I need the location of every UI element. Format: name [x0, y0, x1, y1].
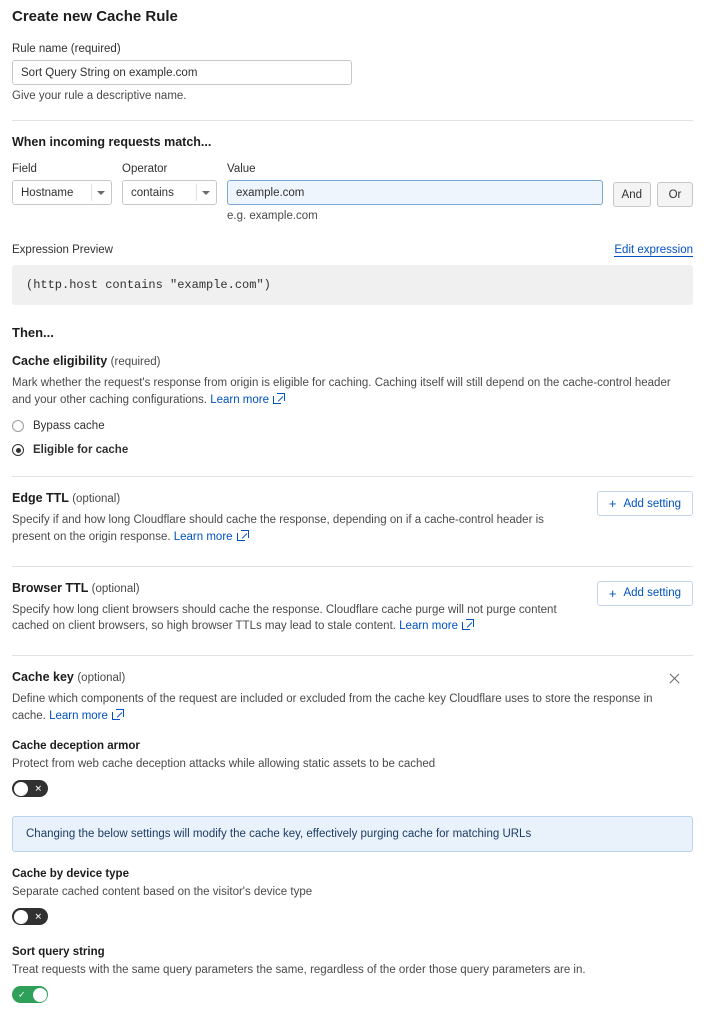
cache-eligibility-section [12, 354, 693, 456]
edge-ttl-add-setting-label: Add setting [623, 497, 681, 510]
sort-query-string-toggle[interactable] [12, 986, 48, 1003]
browser-ttl-title [12, 581, 579, 595]
edge-ttl-optional: (optional) [72, 493, 121, 506]
field-select-value: Hostname [21, 186, 74, 199]
page-title: Create new Cache Rule [12, 8, 178, 25]
match-heading: When incoming requests match... [12, 135, 212, 149]
toggle-knob [33, 988, 47, 1002]
radio-icon-selected [12, 444, 24, 456]
cache-by-device-type-label: Cache by device type [12, 868, 129, 881]
cache-eligibility-title [12, 354, 693, 368]
external-link-icon [462, 622, 470, 630]
cache-eligibility-title-text: Cache eligibility [12, 354, 108, 368]
rule-name-group [12, 43, 693, 102]
external-link-icon [273, 396, 281, 404]
edge-ttl-text [12, 491, 597, 545]
cache-deception-armor-description: Protect from web cache deception attacks while allowing static assets to be cached [12, 758, 436, 771]
match-buttons [613, 163, 693, 207]
close-icon[interactable] [668, 672, 681, 685]
toggle-mark: ✕ [34, 783, 42, 794]
toggle-knob [14, 910, 28, 924]
match-row [12, 163, 693, 222]
cache-eligibility-description-text: Mark whether the request's response from origin is eligible for caching. Caching itself will still depend on the cache-control header and your other caching configurations. [12, 377, 671, 406]
cache-deception-armor-label: Cache deception armor [12, 740, 140, 753]
sort-query-string-group [12, 946, 693, 1020]
edge-ttl-section [12, 491, 693, 545]
cache-deception-armor-group [12, 740, 693, 802]
cache-key-optional: (optional) [77, 672, 126, 685]
expression-preview-label: Expression Preview [12, 244, 113, 256]
browser-ttl-text [12, 581, 597, 635]
cache-by-device-type-group [12, 868, 693, 930]
toggle-mark: ✓ [18, 989, 26, 1000]
external-link-icon [237, 533, 245, 541]
external-link-icon [112, 712, 120, 720]
radio-bypass-cache[interactable] [12, 420, 693, 432]
expression-preview-header [12, 244, 693, 257]
field-label: Field [12, 163, 37, 175]
toggle-mark: ✕ [34, 911, 42, 922]
field-select-divider [91, 184, 92, 201]
cache-key-description [12, 691, 684, 724]
operator-label: Operator [122, 163, 168, 175]
divider-match [12, 120, 693, 121]
or-button[interactable]: Or [657, 182, 693, 207]
edge-ttl-title-text: Edge TTL [12, 491, 69, 506]
browser-ttl-optional: (optional) [91, 582, 140, 595]
browser-ttl-add-setting-label: Add setting [623, 587, 681, 600]
toggle-knob [14, 782, 28, 796]
and-button[interactable]: And [613, 182, 651, 207]
radio-eligible-for-cache-label: Eligible for cache [33, 444, 129, 457]
cache-key-learn-more[interactable]: Learn more [49, 709, 108, 722]
cache-eligibility-required: (required) [110, 356, 161, 368]
cache-key-title [12, 670, 693, 684]
cache-key-section [12, 670, 693, 1020]
cache-eligibility-learn-more[interactable]: Learn more [210, 393, 269, 406]
edge-ttl-learn-more[interactable]: Learn more [173, 531, 233, 544]
edge-ttl-description-text: Specify if and how long Cloudflare should cache the response, depending on if a cache-control header is present on the origin response. [12, 514, 544, 544]
chevron-down-icon [97, 191, 105, 195]
operator-select-value: contains [131, 186, 174, 199]
chevron-down-icon [202, 191, 210, 195]
divider-browser-ttl [12, 566, 693, 567]
value-hint: e.g. example.com [227, 210, 318, 222]
plus-icon: + [608, 585, 617, 601]
cache-eligibility-description [12, 375, 684, 408]
then-heading: Then... [12, 325, 54, 340]
cache-by-device-type-description: Separate cached content based on the visitor's device type [12, 886, 313, 899]
field-select[interactable] [12, 180, 112, 205]
operator-select[interactable] [122, 180, 217, 205]
cache-key-title-text: Cache key [12, 670, 74, 685]
cache-key-notice: Changing the below settings will modify the cache key, effectively purging cache for matching URLs [12, 816, 693, 852]
browser-ttl-title-text: Browser TTL [12, 580, 89, 595]
radio-icon [12, 420, 24, 432]
plus-icon: + [608, 496, 617, 512]
cache-by-device-type-toggle[interactable] [12, 908, 48, 925]
rule-name-label: Rule name (required) [12, 43, 121, 55]
radio-eligible-for-cache[interactable] [12, 444, 693, 456]
sort-query-string-label: Sort query string [12, 946, 105, 959]
radio-bypass-cache-label: Bypass cache [33, 420, 105, 433]
value-label: Value [227, 163, 256, 175]
divider-cache-key [12, 655, 693, 656]
operator-select-divider [196, 184, 197, 201]
edge-ttl-title [12, 491, 579, 505]
edit-expression-link[interactable]: Edit expression [614, 244, 693, 256]
browser-ttl-description [12, 602, 579, 635]
browser-ttl-description-text: Specify how long client browsers should cache the response. Cloudflare cache purge will not purge content cached on client browsers, so high browser TTLs may lead to stale content. [12, 603, 557, 633]
operator-column [122, 163, 217, 205]
browser-ttl-add-setting-button[interactable] [597, 581, 693, 606]
edge-ttl-add-setting-button[interactable] [597, 491, 693, 516]
browser-ttl-section [12, 581, 693, 635]
browser-ttl-learn-more[interactable]: Learn more [399, 620, 458, 633]
value-column [227, 163, 603, 222]
field-column [12, 163, 112, 205]
edge-ttl-description [12, 512, 579, 545]
expression-code: (http.host contains "example.com") [12, 265, 693, 305]
value-input[interactable] [227, 180, 603, 205]
rule-name-input[interactable] [12, 60, 352, 85]
cache-key-description-text: Define which components of the request are included or excluded from the cache key Cloudflare uses to store the response in cache. [12, 693, 653, 722]
rule-name-helper: Give your rule a descriptive name. [12, 90, 187, 102]
cache-deception-armor-toggle[interactable] [12, 780, 48, 797]
sort-query-string-description: Treat requests with the same query parameters the same, regardless of the order those query parameters are in. [12, 964, 586, 977]
divider-edge-ttl [12, 476, 693, 477]
